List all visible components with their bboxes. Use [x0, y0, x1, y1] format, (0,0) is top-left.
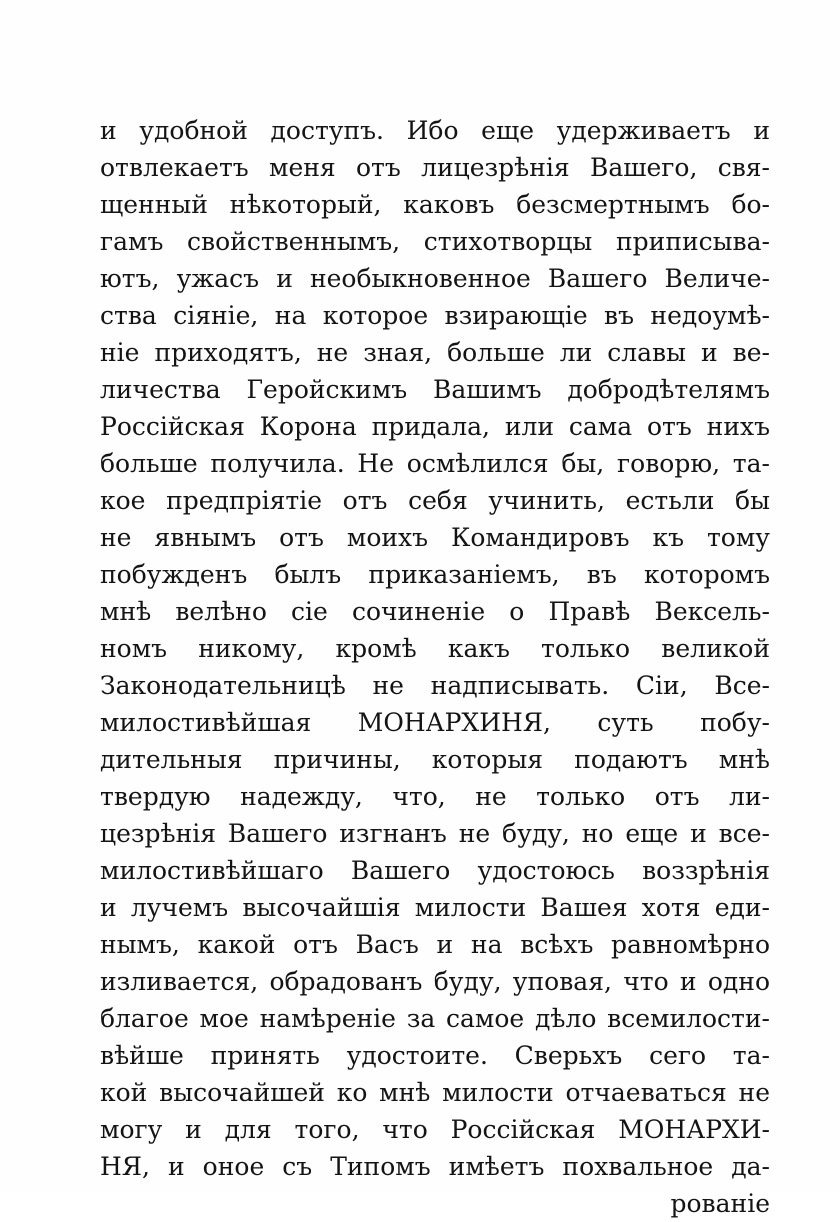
text-line: могу и для того, что Россійская МОНАРХИ-: [100, 1115, 770, 1144]
text-line: изливается, обрадованъ буду, уповая, что и одно: [100, 967, 770, 996]
text-line: ютъ, ужасъ и необыкновенное Вашего Величе-: [100, 264, 770, 293]
text-line: дительныя причины, которыя подаютъ мнѣ: [100, 745, 770, 774]
text-line: побужденъ былъ приказаніемъ, въ которомъ: [100, 560, 770, 589]
text-line: кой высочайшей ко мнѣ милости отчаеваться не: [100, 1078, 770, 1107]
body-text: [100, 112, 770, 1222]
text-line: больше получила. Не осмѣлился бы, говорю, та-: [100, 449, 770, 478]
text-line: вѣйше принять удостоите. Сверьхъ сего та-: [100, 1041, 770, 1070]
text-line: гамъ свойственнымъ, стихотворцы приписыва-: [100, 227, 770, 256]
text-line: ства сіяніе, на которое взирающіе въ недоумѣ-: [100, 301, 770, 330]
text-line: щенный нѣкоторый, каковъ безсмертнымъ бо-: [100, 190, 770, 219]
text-line: милостивѣйшаго Вашего удостоюсь воззрѣнія: [100, 856, 770, 885]
text-line: Законодательницѣ не надписывать. Сіи, Все-: [100, 671, 770, 700]
catchword: рованіе: [670, 1189, 770, 1218]
text-line: мнѣ велѣно сіе сочиненіе о Правѣ Вексель-: [100, 597, 770, 626]
text-line: милостивѣйшая МОНАРХИНЯ, суть побу-: [100, 708, 770, 737]
text-line: ніе приходятъ, не зная, больше ли славы и ве-: [100, 338, 770, 367]
text-line: благое мое намѣреніе за самое дѣло всемилости-: [100, 1004, 770, 1033]
text-line: личества Геройскимъ Вашимъ добродѣтелямъ: [100, 375, 770, 404]
text-line: цезрѣнія Вашего изгнанъ не буду, но еще и все-: [100, 819, 770, 848]
text-line: Россійская Корона придала, или сама отъ нихъ: [100, 412, 770, 441]
text-line: кое предпріятіе отъ себя учинить, естьли бы: [100, 486, 770, 515]
text-line: и удобной доступъ. Ибо еще удерживаетъ и: [100, 116, 770, 145]
text-line: твердую надежду, что, не только отъ ли-: [100, 782, 770, 811]
text-line: отвлекаетъ меня отъ лицезрѣнія Вашего, свя-: [100, 153, 770, 182]
text-line: не явнымъ отъ моихъ Командировъ къ тому: [100, 523, 770, 552]
text-line: номъ никому, кромѣ какъ только великой: [100, 634, 770, 663]
text-line: нымъ, какой отъ Васъ и на всѣхъ равномѣрно: [100, 930, 770, 959]
text-line: и лучемъ высочайшія милости Вашея хотя еди-: [100, 893, 770, 922]
text-line: НЯ, и оное съ Типомъ имѣетъ похвальное да-: [100, 1152, 770, 1181]
